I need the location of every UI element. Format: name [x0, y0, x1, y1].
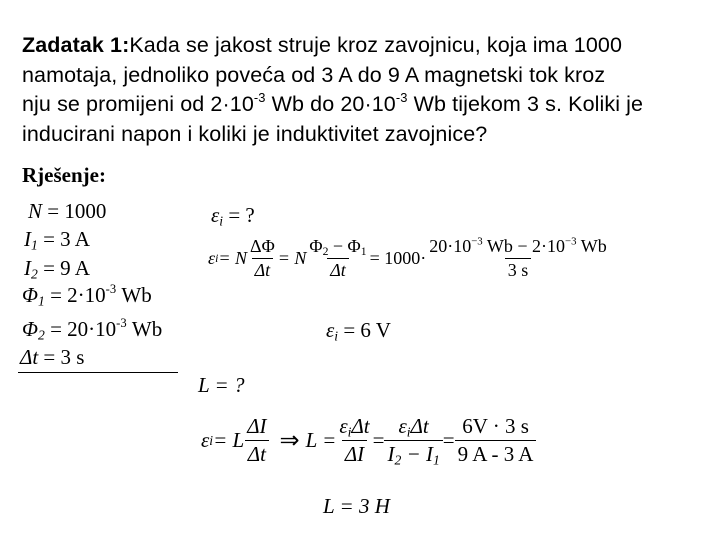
- equals-1000: = 1000: [369, 248, 421, 268]
- equals: =: [442, 428, 455, 452]
- minus-I: − I: [401, 442, 433, 466]
- symbol-epsilon: ε: [339, 414, 348, 438]
- dot-operator: ·: [420, 248, 427, 268]
- value-phi1-a: = 2: [44, 283, 78, 307]
- fraction-denominator: ΔI: [342, 440, 367, 467]
- dot-operator: ·: [541, 236, 548, 256]
- fraction-numerator: [395, 414, 431, 440]
- subscript: 1: [432, 452, 440, 468]
- fraction-numerator: ΔΦ: [250, 236, 275, 256]
- fraction-denominator: [384, 440, 442, 467]
- subscript: 2: [394, 452, 402, 468]
- given-N: [28, 199, 106, 224]
- L-equals: L =: [305, 428, 337, 452]
- subscript: 2: [38, 327, 45, 343]
- problem-line-2: namotaja, jednoliko poveća od 3 A do 9 A magnetski tok kroz: [22, 62, 606, 87]
- symbol-epsilon: ε: [211, 203, 220, 227]
- value-phi2-b: 10: [95, 317, 117, 341]
- subscript: 1: [38, 293, 45, 309]
- symbol-phi: Φ: [22, 317, 38, 341]
- symbol-phi: Φ: [309, 236, 323, 256]
- value-phi2-a: = 20: [44, 317, 89, 341]
- inductance-formula: ε i = L $\frac{\Delta I}{\Delta t}$ ⇒ L = $\frac{\varepsilon_i\Delta t}{\Delta I}$ = $\frac{\varepsilon_i\Delta t}{I_2 - I_1}$ = $\frac{6V \cdot 3 s}{9 A - 3 A}$: [201, 414, 536, 467]
- fraction-eps-dt-i-diff: [384, 414, 442, 467]
- num-part: 10: [547, 236, 566, 256]
- given-I1: [24, 227, 90, 252]
- problem-statement: [22, 31, 712, 149]
- num-part: 20: [429, 236, 448, 256]
- fraction-denominator: Δt: [252, 258, 274, 281]
- fraction-denominator: Δt: [327, 258, 349, 281]
- dot-operator: ·: [222, 92, 230, 116]
- dt: Δt: [410, 414, 429, 438]
- subscript: i: [219, 213, 224, 229]
- unknown-marker: = ?: [223, 203, 255, 227]
- symbol-epsilon: ε: [208, 248, 216, 268]
- num-part: 10: [453, 236, 472, 256]
- fraction-eps-dt-dI: [336, 414, 372, 467]
- result-value: = 6 V: [338, 318, 391, 342]
- given-phi1: [22, 283, 152, 308]
- fraction-denominator: Δt: [245, 440, 269, 467]
- exponent: -3: [395, 89, 408, 105]
- dt: Δt: [351, 414, 370, 438]
- symbol-dt: Δt: [20, 345, 39, 369]
- problem-line-3: [22, 90, 712, 120]
- subscript: 1: [31, 237, 38, 253]
- problem-text-3e: 10: [371, 92, 396, 116]
- subscript: 1: [360, 244, 367, 258]
- fraction-numerator: [306, 236, 369, 258]
- given-phi2: [22, 317, 162, 342]
- fraction-dphi-dt: [247, 236, 278, 281]
- dot-operator: ·: [88, 317, 96, 341]
- fraction-di-dt: [244, 414, 269, 467]
- emf-unknown: [211, 203, 255, 228]
- problem-text-3b: 10: [229, 92, 254, 116]
- implies-arrow-icon: ⇒: [279, 428, 300, 454]
- emf-result: [326, 318, 391, 343]
- equals-L: = L: [213, 428, 245, 452]
- value-phi1-b: 10: [84, 283, 106, 307]
- symbol-phi: Φ: [22, 283, 38, 307]
- given-separator-line: [18, 372, 178, 373]
- problem-line-1: [22, 31, 712, 61]
- fraction-denominator: 9 A - 3 A: [455, 440, 537, 467]
- exponent: -3: [116, 316, 127, 331]
- symbol-epsilon: ε: [326, 318, 335, 342]
- exponent: -3: [253, 89, 266, 105]
- fraction-denominator: 3 s: [505, 258, 532, 281]
- inductance-unknown: L = ?: [198, 373, 245, 397]
- symbol-I: I: [387, 442, 395, 466]
- solution-heading: Rješenje:: [22, 163, 106, 187]
- fraction-phi-diff: [306, 236, 369, 281]
- value-N: = 1000: [42, 199, 107, 223]
- value-I1: = 3 A: [37, 227, 90, 251]
- subscript: 2: [31, 266, 38, 282]
- inductance-result: L = 3 H: [323, 494, 390, 518]
- subscript: i: [334, 328, 339, 344]
- exponent: -3: [105, 282, 117, 297]
- symbol-I: I: [24, 256, 31, 280]
- subscript: i: [347, 424, 352, 440]
- dot-operator: ·: [447, 236, 454, 256]
- dot-operator: ·: [77, 283, 85, 307]
- problem-text-3d: Wb do 20: [265, 92, 365, 116]
- fraction-numeric-L: [455, 414, 537, 467]
- exponent: −3: [565, 235, 577, 248]
- equals-N: = N: [218, 248, 247, 268]
- subscript: 2: [322, 244, 329, 258]
- subscript: i: [406, 424, 411, 440]
- exponent: −3: [471, 235, 483, 248]
- fraction-numerator: ΔI: [247, 414, 267, 438]
- fraction-numerator: [336, 414, 372, 440]
- problem-line-4: inducirani napon i koliki je induktivitet zavojnice?: [22, 121, 488, 146]
- fraction-numeric: [426, 236, 610, 281]
- emf-formula: ε i = N $\frac{\Delta\Phi}{\Delta t}$ = N $\frac{\Phi_2 - \Phi_1}{\Delta t}$ = 1000 · $\frac{20\cdot 10^{-3} Wb - 2\cdot 10^{-3} Wb}{3 s}$: [208, 236, 610, 281]
- unit: Wb: [116, 283, 152, 307]
- equals-N: = N: [277, 248, 307, 268]
- given-I2: [24, 256, 90, 281]
- symbol-N: N: [28, 199, 43, 223]
- dot-operator: ·: [364, 92, 372, 116]
- problem-text-3g: Wb tijekom 3 s. Koliki je: [407, 92, 644, 116]
- minus-phi: − Φ: [328, 236, 361, 256]
- num-part: Wb: [576, 236, 607, 256]
- fraction-numerator: [426, 236, 610, 258]
- symbol-I: I: [24, 227, 31, 251]
- symbol-epsilon: ε: [398, 414, 407, 438]
- problem-label: Zadatak 1:: [22, 33, 130, 57]
- value-dt: = 3 s: [38, 345, 85, 369]
- symbol-epsilon: ε: [201, 428, 210, 452]
- equals: =: [372, 428, 385, 452]
- unit: Wb: [126, 317, 163, 341]
- fraction-numerator: 6V · 3 s: [462, 414, 529, 438]
- num-part: Wb − 2: [482, 236, 542, 256]
- value-I2: = 9 A: [37, 256, 90, 280]
- given-dt: [20, 345, 84, 370]
- problem-text-3a: nju se promijeni od 2: [22, 92, 223, 116]
- problem-text-1: Kada se jakost struje kroz zavojnicu, koja ima 1000: [129, 33, 623, 57]
